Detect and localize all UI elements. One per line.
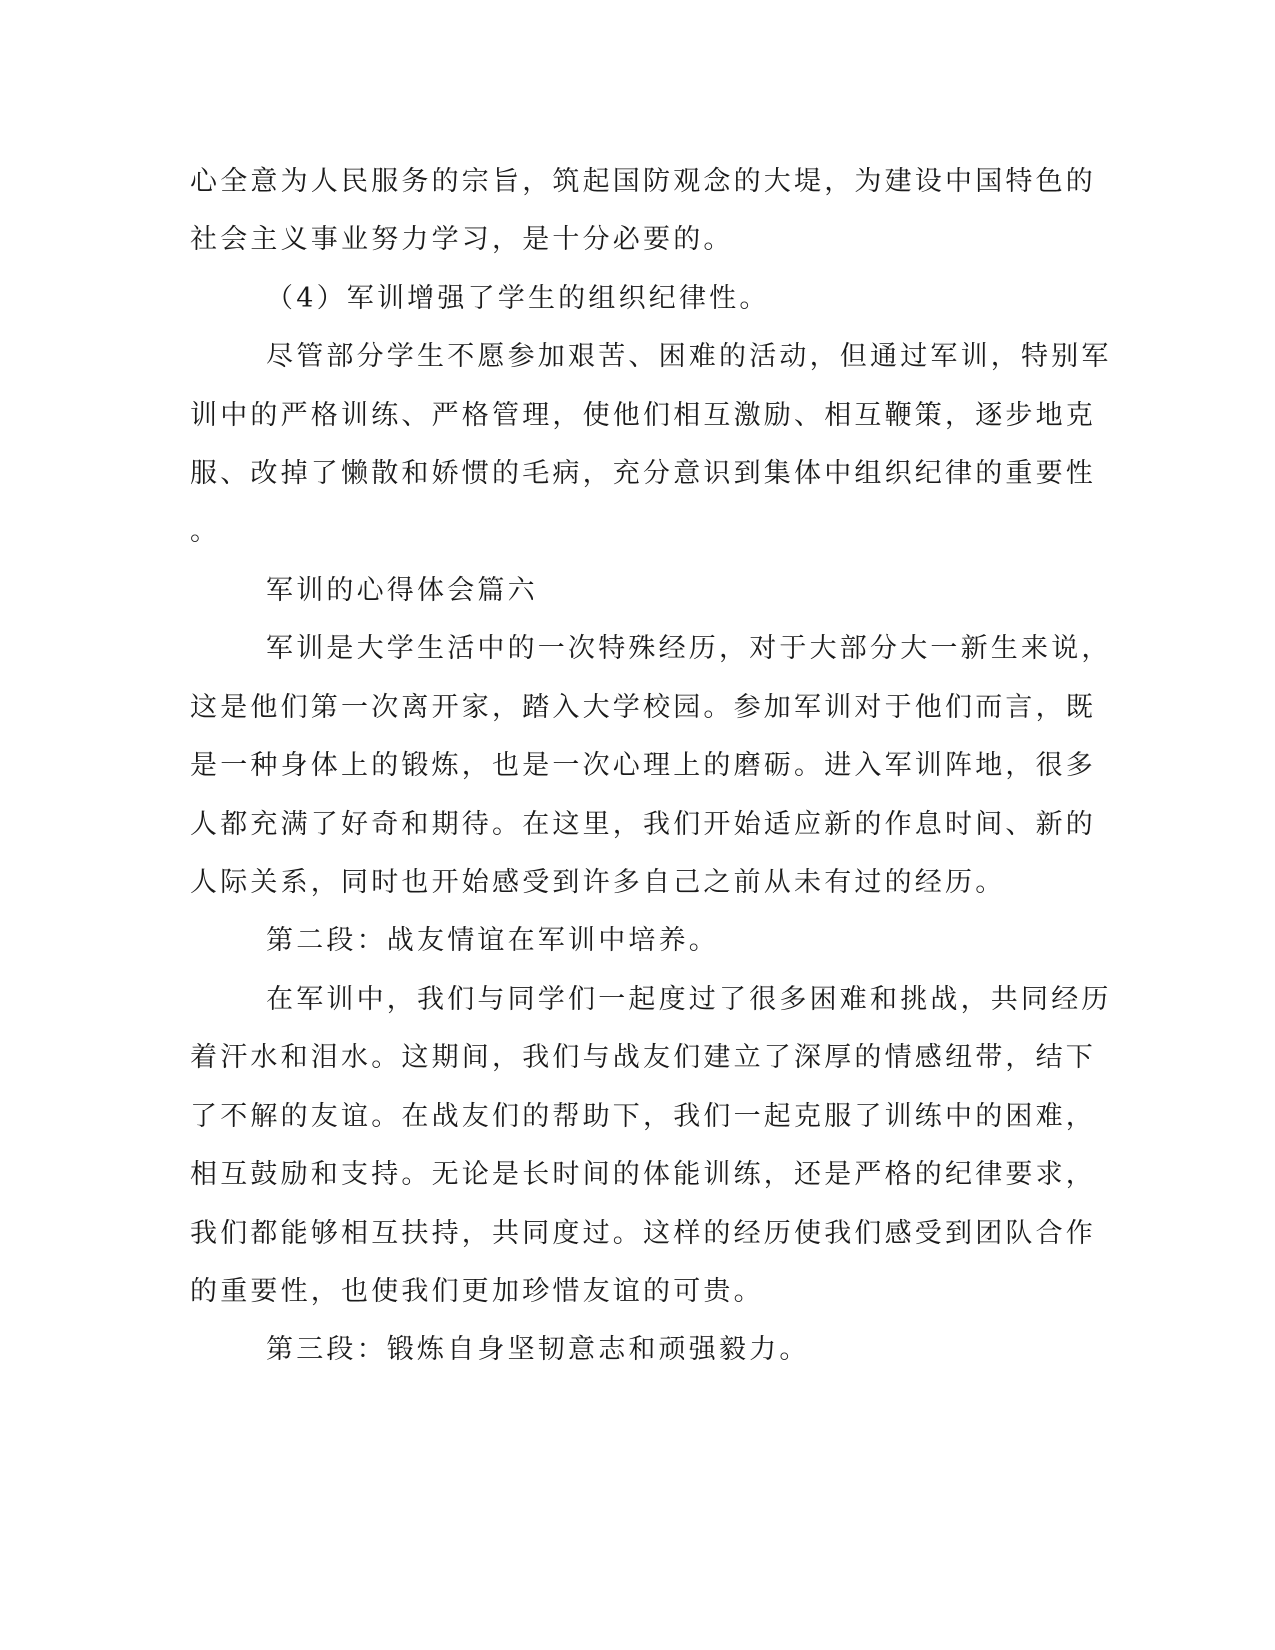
body-text-line: 了不解的友谊。在战友们的帮助下，我们一起克服了训练中的困难， [190, 1101, 1096, 1132]
body-text-line: 我们都能够相互扶持，共同度过。这样的经历使我们感受到团队合作 [190, 1218, 1096, 1249]
body-text-line: 是一种身体上的锻炼，也是一次心理上的磨砺。进入军训阵地，很多 [190, 750, 1096, 781]
body-text-line: 社会主义事业努力学习，是十分必要的。 [190, 224, 734, 255]
section-title: 军训的心得体会篇六 [266, 575, 538, 606]
body-text-line: 人都充满了好奇和期待。在这里，我们开始适应新的作息时间、新的 [190, 809, 1096, 840]
paragraph-start-line: 尽管部分学生不愿参加艰苦、困难的活动，但通过军训，特别军 [266, 341, 1112, 372]
body-text-line: 。 [190, 516, 221, 547]
body-text-line: 训中的严格训练、严格管理，使他们相互激励、相互鞭策，逐步地克 [190, 400, 1096, 431]
body-text-line: 服、改掉了懒散和娇惯的毛病，充分意识到集体中组织纪律的重要性 [190, 458, 1096, 489]
list-item-heading: （4）军训增强了学生的组织纪律性。 [266, 283, 770, 314]
body-text-line: 的重要性，也使我们更加珍惜友谊的可贵。 [190, 1276, 764, 1307]
body-text-line: 着汗水和泪水。这期间，我们与战友们建立了深厚的情感纽带，结下 [190, 1042, 1096, 1073]
body-text-line: 心全意为人民服务的宗旨，筑起国防观念的大堤，为建设中国特色的 [190, 166, 1096, 197]
body-text-line: 这是他们第一次离开家，踏入大学校园。参加军训对于他们而言，既 [190, 692, 1096, 723]
subsection-heading: 第二段：战友情谊在军训中培养。 [266, 925, 719, 956]
paragraph-start-line: 在军训中，我们与同学们一起度过了很多困难和挑战，共同经历 [266, 984, 1112, 1015]
body-text-line: 相互鼓励和支持。无论是长时间的体能训练，还是严格的纪律要求， [190, 1159, 1096, 1190]
subsection-heading: 第三段：锻炼自身坚韧意志和顽强毅力。 [266, 1334, 810, 1365]
body-text-line: 人际关系，同时也开始感受到许多自己之前从未有过的经历。 [190, 867, 1006, 898]
paragraph-start-line: 军训是大学生活中的一次特殊经历，对于大部分大一新生来说， [266, 633, 1112, 664]
